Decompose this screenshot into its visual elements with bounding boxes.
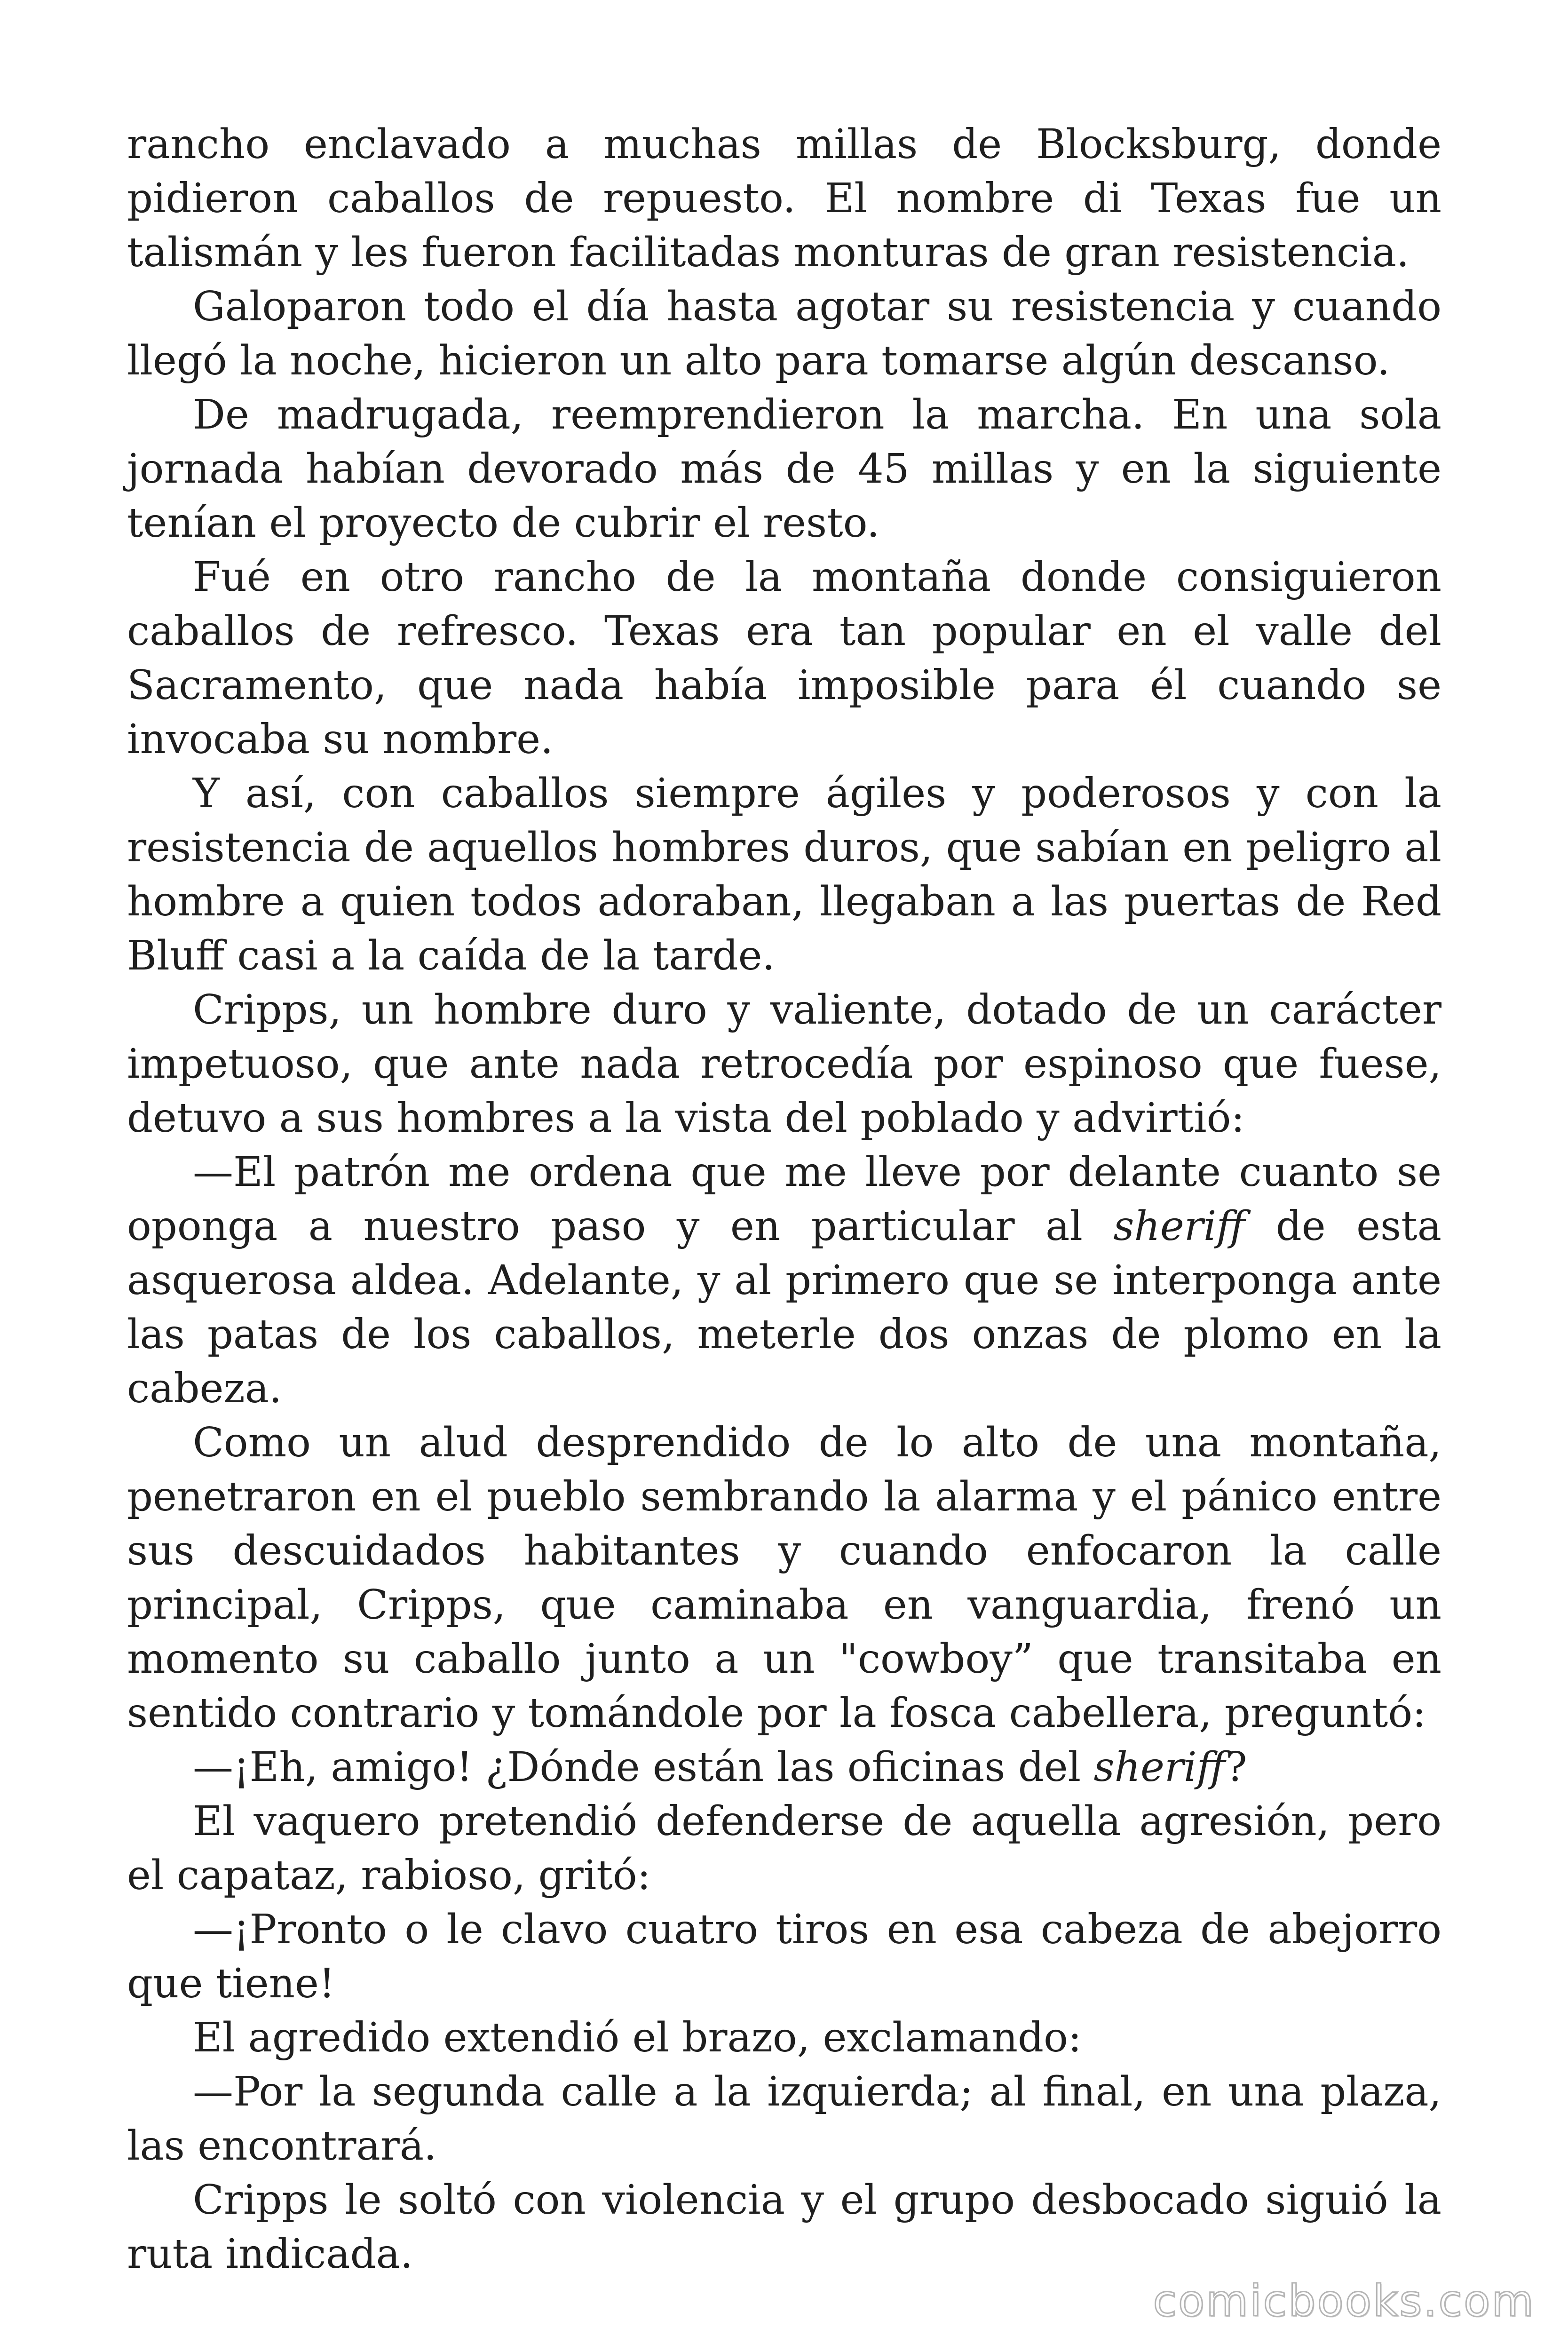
paragraph-text: Galoparon todo el día hasta agotar su resistencia y cuando llegó la noche, hicieron un alto para tomarse algún descanso. [127,283,1441,384]
paragraph-text: —El patrón me ordena que me lleve por delante cuanto se oponga a nuestro paso y en particular al [127,1149,1441,1250]
paragraph [127,550,1441,767]
italic-term: sheriff [1113,1203,1245,1250]
watermark: comicbooks.com [1153,2276,1535,2326]
paragraph [127,1145,1441,1416]
paragraph [127,388,1441,550]
paragraph-text: Cripps, un hombre duro y valiente, dotado de un carácter impetuoso, que ante nada retrocedía por espinoso que fuese, detuvo a sus hombres a la vista del poblado y advirtió: [127,986,1441,1142]
paragraph-text: ? [1225,1744,1247,1791]
paragraph [127,118,1441,280]
paragraph [127,1740,1441,1795]
italic-term: sheriff [1093,1744,1226,1791]
paragraph-text: Como un alud desprendido de lo alto de una montaña, penetraron en el pueblo sembrando la alarma y el pánico entre sus descuidados habitantes y cuando enfocaron la calle principal, Cripps, que caminaba en vanguardia, frenó un momento su caballo junto a un "cowboy” que transitaba en sentido contrario y tomándole por la fosca cabellera, preguntó: [127,1419,1441,1737]
paragraph-text: —Por la segunda calle a la izquierda; al final, en una plaza, las encontrará. [127,2068,1441,2169]
paragraph-text: El agredido extendió el brazo, exclamando: [193,2014,1082,2061]
paragraph-text: Y así, con caballos siempre ágiles y poderosos y con la resistencia de aquellos hombres duros, que sabían en peligro al hombre a quien todos adoraban, llegaban a las puertas de Red Bluff casi a la caída de la tarde. [127,770,1441,979]
paragraph-text: de esta asquerosa aldea. Adelante, y al primero que se interponga ante las patas de los caballos, meterle dos onzas de plomo en la cabeza. [127,1203,1441,1412]
paragraph-text: —¡Pronto o le clavo cuatro tiros en esa cabeza de abejorro que tiene! [127,1906,1441,2007]
paragraph [127,767,1441,983]
paragraph [127,1416,1441,1740]
paragraph [127,2173,1441,2281]
paragraph-text: rancho enclavado a muchas millas de Blocksburg, donde pidieron caballos de repuesto. El nombre di Texas fue un talismán y les fueron facilitadas monturas de gran resistencia. [127,121,1441,276]
paragraph-text: El vaquero pretendió defenderse de aquella agresión, pero el capataz, rabioso, gritó: [127,1798,1441,1899]
paragraph-text: Fué en otro rancho de la montaña donde consiguieron caballos de refresco. Texas era tan popular en el valle del Sacramento, que nada había imposible para él cuando se invocaba su nombre. [127,554,1441,763]
paragraph [127,2065,1441,2173]
paragraph-text: De madrugada, reemprendieron la marcha. En una sola jornada habían devorado más de 45 millas y en la siguiente tenían el proyecto de cubrir el resto. [127,391,1441,547]
page-body-text [127,118,1441,2281]
paragraph [127,280,1441,388]
paragraph [127,1795,1441,1903]
paragraph [127,983,1441,1145]
paragraph [127,2011,1441,2065]
paragraph-text: Cripps le soltó con violencia y el grupo desbocado siguió la ruta indicada. [127,2177,1441,2278]
paragraph-text: —¡Eh, amigo! ¿Dónde están las oficinas del [193,1744,1094,1791]
paragraph [127,1903,1441,2011]
